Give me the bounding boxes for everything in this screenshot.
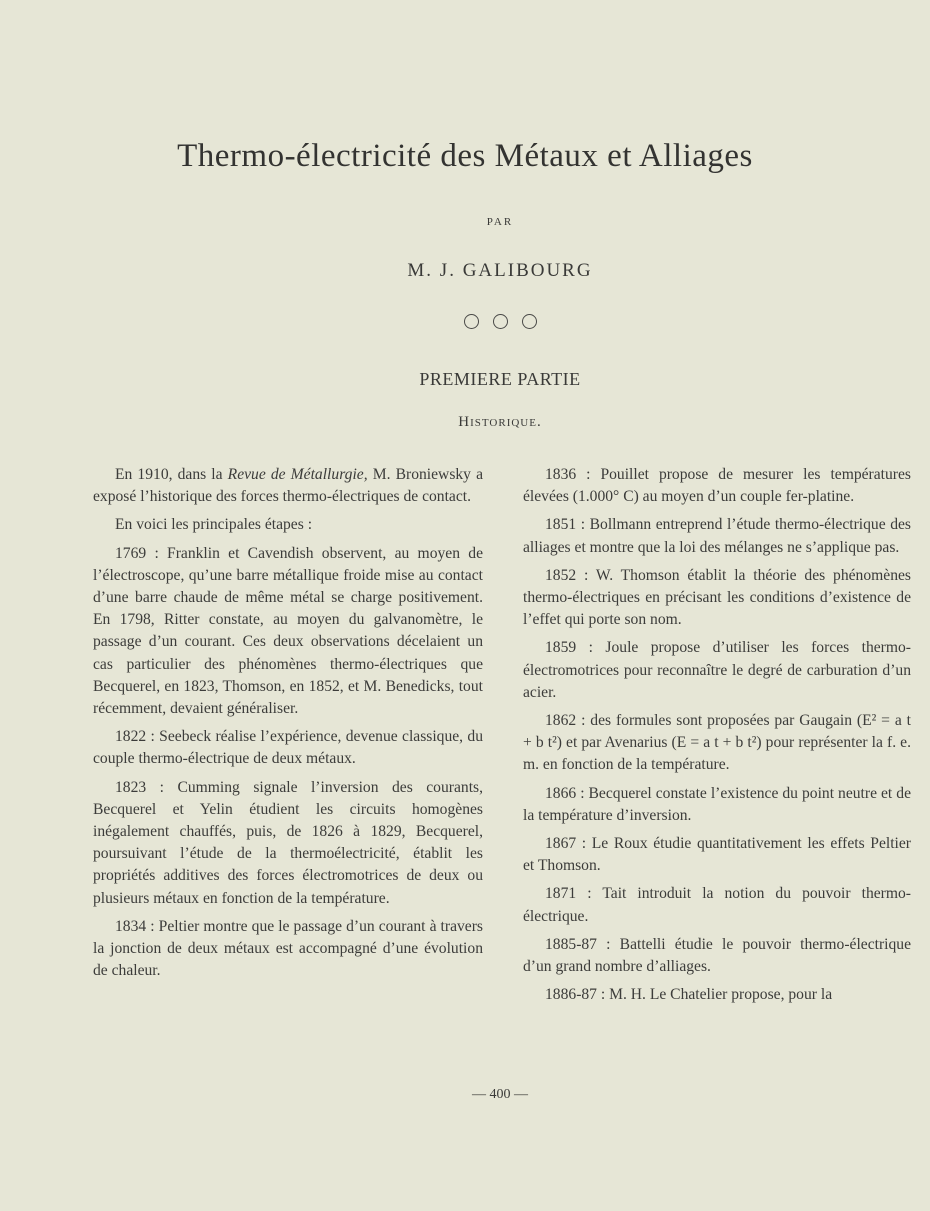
- paragraph-lead: En 1910, dans la: [115, 466, 228, 483]
- paragraph: 1823 : Cumming signale l’inversion des courants, Becquerel et Yelin étudient les circuits homogènes inégalement chauffés, puis, de 1826 à 1829, Becquerel, poursuivant l’étude de la thermoélectricité, établit les propriétés additives des forces électromotrices de deux ou plusieurs métaux en fonction de la température.: [93, 778, 483, 907]
- right-column: [523, 464, 911, 1012]
- page-number: — 400 —: [472, 1087, 528, 1102]
- paragraph: 1769 : Franklin et Cavendish observent, au moyen de l’électroscope, qu’une barre métallique froide mise au contact d’une barre chaude de même métal se charge positivement. En 1798, Ritter constate, au moyen du galvanomètre, le passage d’un courant. Ces deux observations décelaient un cas particulier des phénomènes thermo-électriques que Becquerel, en 1823, Thomson, en 1852, et M. Benedicks, tout récemment, devaient généraliser.: [93, 544, 483, 718]
- paragraph: 1871 : Tait introduit la notion du pouvoir thermo-électrique.: [523, 885, 911, 925]
- paragraph: 1885-87 : Battelli étudie le pouvoir thermo-électrique d’un grand nombre d’alliages.: [523, 935, 911, 976]
- paragraph: 1886-87 : M. H. Le Chatelier propose, pour la: [545, 986, 833, 1004]
- paragraph: 1862 : des formules sont proposées par Gaugain (E² = a t + b t²) et par Avenarius (E = a t + b t²) pour représenter la f. e. m. en fonction de la température.: [523, 712, 911, 774]
- section-heading: Historique.: [458, 414, 542, 430]
- paragraph: 1851 : Bollmann entreprend l’étude thermo-électrique des alliages et montre que la loi des mélanges ne s’applique pas.: [523, 516, 911, 556]
- paragraph: 1834 : Peltier montre que le passage d’un courant à travers la jonction de deux métaux est accompagné d’une évolution de chaleur.: [93, 917, 483, 980]
- part-heading: PREMIERE PARTIE: [419, 369, 581, 389]
- author-name: M. J. GALIBOURG: [407, 260, 593, 281]
- ornament-circles: [0, 314, 930, 329]
- paragraph-text: M. Broniewsky a exposé l’historique des forces thermo-électriques de contact.: [93, 466, 484, 506]
- paragraph: 1866 : Becquerel constate l’existence du point neutre et de la température d’inversion.: [523, 784, 911, 824]
- paragraph: 1867 : Le Roux étudie quantitativement les effets Peltier et Thomson.: [523, 835, 911, 875]
- paragraph: 1852 : W. Thomson établit la théorie des phénomènes thermo-électriques en précisant les conditions d’existence de l’effet qui porte son nom.: [523, 566, 911, 629]
- paragraph: 1859 : Joule propose d’utiliser les forces thermo-électromotrices pour reconnaître le degré de carburation d’un acier.: [523, 639, 911, 701]
- ornament-circle-icon: [464, 314, 479, 329]
- paragraph: [93, 464, 483, 508]
- ornament-circle-icon: [522, 314, 537, 329]
- ornament-circle-icon: [493, 314, 508, 329]
- article-title: Thermo-électricité des Métaux et Alliages: [177, 138, 753, 174]
- journal-title: Revue de Métallurgie,: [227, 466, 368, 483]
- paragraph: 1822 : Seebeck réalise l’expérience, devenue classique, du couple thermo-électrique de deux métaux.: [93, 728, 483, 768]
- paragraph: 1836 : Pouillet propose de mesurer les températures élevées (1.000° C) au moyen d’un couple fer-platine.: [523, 466, 911, 506]
- by-line-par: PAR: [486, 216, 514, 228]
- left-column: [93, 464, 483, 988]
- paragraph: En voici les principales étapes :: [115, 516, 313, 534]
